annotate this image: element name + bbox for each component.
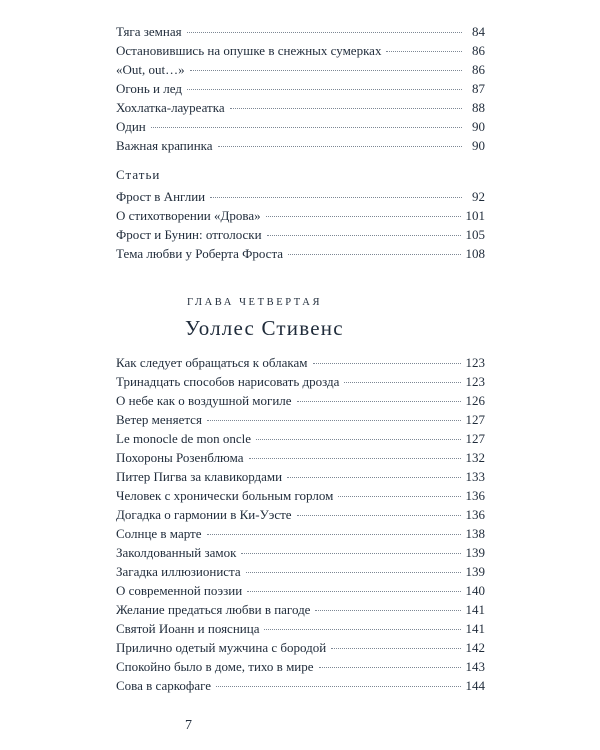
toc-entry-title: О небе как о воздушной могиле: [116, 393, 292, 408]
toc-entry-title: Питер Пигва за клавикордами: [116, 469, 283, 484]
toc-entry[interactable]: [116, 619, 485, 638]
toc-entry-title: Фрост в Англии: [116, 189, 206, 204]
toc-entry-title: Сова в саркофаге: [116, 678, 212, 693]
dot-leader: [230, 107, 462, 109]
toc-entry-title: Загадка иллюзиониста: [116, 564, 241, 579]
toc-entry-title: Прилично одетый мужчина с бородой: [116, 640, 327, 655]
toc-entry-title: «Out, out…»: [116, 62, 185, 77]
toc-entry[interactable]: [116, 187, 485, 206]
dot-leader: [216, 685, 460, 687]
toc-entry-page: 141: [465, 602, 485, 617]
toc-entry-page: 90: [472, 138, 485, 153]
toc-entry[interactable]: [116, 562, 485, 581]
toc-entry[interactable]: [116, 98, 485, 117]
toc-entry[interactable]: [116, 429, 485, 448]
toc-entry-page: 143: [465, 659, 485, 674]
toc-list-stevens-poems: [116, 353, 485, 695]
toc-entry-title: О современной поэзии: [116, 583, 243, 598]
dot-leader: [313, 362, 461, 364]
toc-entry[interactable]: [116, 524, 485, 543]
toc-entry-page: 142: [465, 640, 485, 655]
toc-entry[interactable]: [116, 353, 485, 372]
toc-entry-title: Тяга земная: [116, 24, 182, 39]
toc-entry-page: 139: [465, 564, 485, 579]
toc-entry-page: 86: [472, 62, 485, 77]
toc-entry-page: 127: [465, 412, 485, 427]
toc-entry[interactable]: [116, 600, 485, 619]
dot-leader: [207, 533, 461, 535]
toc-entry[interactable]: [116, 225, 485, 244]
toc-entry[interactable]: [116, 22, 485, 41]
toc-entry[interactable]: [116, 244, 485, 263]
dot-leader: [210, 196, 462, 198]
toc-entry[interactable]: [116, 581, 485, 600]
toc-entry[interactable]: [116, 41, 485, 60]
dot-leader: [338, 495, 460, 497]
toc-entry-title: Святой Иоанн и поясница: [116, 621, 260, 636]
page-number: 7: [185, 718, 192, 733]
toc-entry[interactable]: [116, 410, 485, 429]
dot-leader: [266, 215, 461, 217]
dot-leader: [187, 31, 462, 33]
toc-entry-page: 88: [472, 100, 485, 115]
toc-entry-title: Важная крапинка: [116, 138, 213, 153]
dot-leader: [386, 50, 462, 52]
toc-entry[interactable]: [116, 372, 485, 391]
toc-list-frost-poems: [116, 22, 485, 155]
dot-leader: [247, 590, 460, 592]
toc-entry-page: 133: [465, 469, 485, 484]
toc-entry[interactable]: [116, 136, 485, 155]
toc-entry-page: 92: [472, 189, 485, 204]
toc-entry-title: Догадка о гармонии в Ки-Уэсте: [116, 507, 292, 522]
dot-leader: [297, 400, 461, 402]
section-heading-articles: Статьи: [116, 167, 161, 182]
toc-entry-title: Заколдованный замок: [116, 545, 237, 560]
toc-entry-title: Фрост и Бунин: отголоски: [116, 227, 262, 242]
toc-entry-page: 126: [465, 393, 485, 408]
toc-entry[interactable]: [116, 638, 485, 657]
toc-entry[interactable]: [116, 657, 485, 676]
toc-entry-page: 136: [465, 488, 485, 503]
dot-leader: [190, 69, 462, 71]
toc-entry[interactable]: [116, 467, 485, 486]
toc-entry[interactable]: [116, 79, 485, 98]
dot-leader: [267, 234, 461, 236]
toc-entry-title: Тринадцать способов нарисовать дрозда: [116, 374, 340, 389]
toc-entry-page: 127: [465, 431, 485, 446]
toc-entry-title: Огонь и лед: [116, 81, 182, 96]
chapter-title: Уоллес Стивенс: [185, 316, 344, 340]
toc-entry-page: 90: [472, 119, 485, 134]
toc-entry[interactable]: [116, 543, 485, 562]
toc-entry-title: Солнце в марте: [116, 526, 202, 541]
dot-leader: [256, 438, 460, 440]
toc-entry-page: 138: [465, 526, 485, 541]
dot-leader: [315, 609, 460, 611]
toc-entry-title: Желание предаться любви в пагоде: [116, 602, 311, 617]
dot-leader: [151, 126, 462, 128]
chapter-label: ГЛАВА ЧЕТВЕРТАЯ: [187, 297, 323, 308]
toc-entry-page: 123: [465, 374, 485, 389]
toc-entry[interactable]: [116, 486, 485, 505]
toc-entry-page: 84: [472, 24, 485, 39]
dot-leader: [207, 419, 461, 421]
toc-entry-page: 108: [465, 246, 485, 261]
toc-list-articles: [116, 187, 485, 263]
toc-entry-title: Хохлатка-лауреатка: [116, 100, 225, 115]
dot-leader: [264, 628, 460, 630]
toc-entry[interactable]: [116, 505, 485, 524]
toc-entry-title: Остановившись на опушке в снежных сумерках: [116, 43, 382, 58]
toc-entry[interactable]: [116, 676, 485, 695]
toc-entry[interactable]: [116, 206, 485, 225]
dot-leader: [241, 552, 460, 554]
toc-entry-title: Один: [116, 119, 146, 134]
toc-entry[interactable]: [116, 117, 485, 136]
toc-entry-page: 141: [465, 621, 485, 636]
toc-entry-title: Похороны Розенблюма: [116, 450, 244, 465]
toc-entry-page: 86: [472, 43, 485, 58]
dot-leader: [288, 253, 460, 255]
toc-entry-title: Тема любви у Роберта Фроста: [116, 246, 284, 261]
toc-entry-page: 140: [465, 583, 485, 598]
toc-entry-title: Спокойно было в доме, тихо в мире: [116, 659, 314, 674]
dot-leader: [218, 145, 462, 147]
toc-entry[interactable]: [116, 448, 485, 467]
toc-entry[interactable]: [116, 60, 485, 79]
dot-leader: [331, 647, 460, 649]
dot-leader: [297, 514, 461, 516]
toc-entry-page: 139: [465, 545, 485, 560]
toc-entry-title: Le monocle de mon oncle: [116, 431, 252, 446]
toc-entry-page: 123: [465, 355, 485, 370]
toc-entry[interactable]: [116, 391, 485, 410]
dot-leader: [319, 666, 461, 668]
toc-entry-title: Человек с хронически больным горлом: [116, 488, 334, 503]
toc-entry-page: 132: [465, 450, 485, 465]
dot-leader: [187, 88, 462, 90]
dot-leader: [246, 571, 461, 573]
toc-entry-title: Ветер меняется: [116, 412, 202, 427]
toc-entry-title: Как следует обращаться к облакам: [116, 355, 308, 370]
toc-entry-page: 105: [465, 227, 485, 242]
toc-entry-page: 87: [472, 81, 485, 96]
dot-leader: [287, 476, 460, 478]
toc-entry-page: 144: [465, 678, 485, 693]
toc-entry-title: О стихотворении «Дрова»: [116, 208, 261, 223]
toc-entry-page: 101: [465, 208, 485, 223]
dot-leader: [344, 381, 460, 383]
dot-leader: [249, 457, 461, 459]
toc-entry-page: 136: [465, 507, 485, 522]
